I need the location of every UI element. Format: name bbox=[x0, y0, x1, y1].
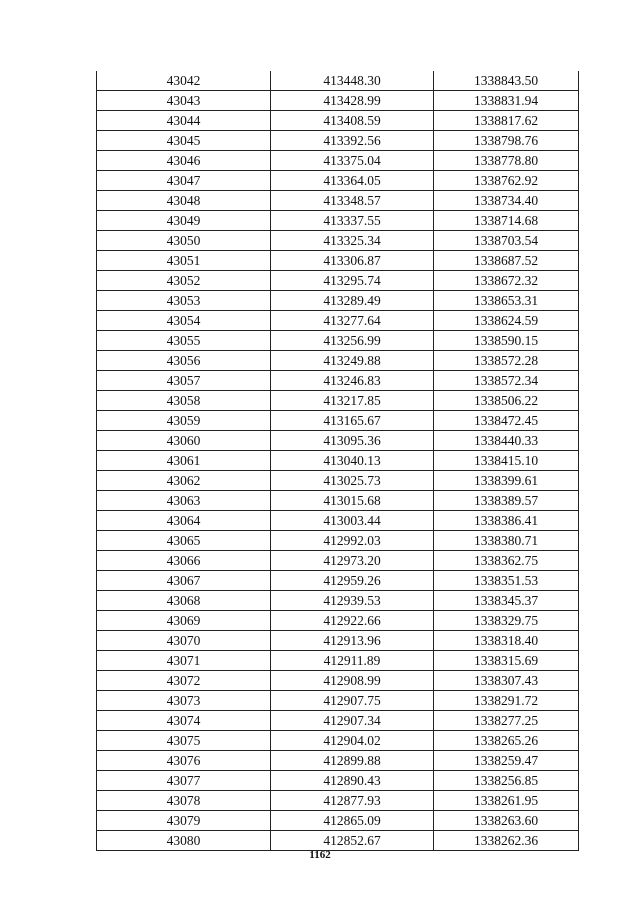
y-coordinate-cell: 1338817.62 bbox=[434, 111, 579, 131]
point-id-cell: 43062 bbox=[97, 471, 271, 491]
table-row bbox=[97, 511, 579, 531]
y-coordinate-cell: 1338315.69 bbox=[434, 651, 579, 671]
x-coordinate-cell: 413165.67 bbox=[271, 411, 434, 431]
point-id-cell: 43071 bbox=[97, 651, 271, 671]
y-coordinate-cell: 1338329.75 bbox=[434, 611, 579, 631]
x-coordinate-cell: 413364.05 bbox=[271, 171, 434, 191]
table-row bbox=[97, 771, 579, 791]
point-id-cell: 43068 bbox=[97, 591, 271, 611]
table-row bbox=[97, 611, 579, 631]
x-coordinate-cell: 412959.26 bbox=[271, 571, 434, 591]
x-coordinate-cell: 412907.75 bbox=[271, 691, 434, 711]
x-coordinate-cell: 412973.20 bbox=[271, 551, 434, 571]
x-coordinate-cell: 412877.93 bbox=[271, 791, 434, 811]
x-coordinate-cell: 412939.53 bbox=[271, 591, 434, 611]
point-id-cell: 43058 bbox=[97, 391, 271, 411]
point-id-cell: 43047 bbox=[97, 171, 271, 191]
x-coordinate-cell: 412911.89 bbox=[271, 651, 434, 671]
table-row bbox=[97, 251, 579, 271]
table-row bbox=[97, 91, 579, 111]
table-row bbox=[97, 791, 579, 811]
y-coordinate-cell: 1338734.40 bbox=[434, 191, 579, 211]
y-coordinate-cell: 1338762.92 bbox=[434, 171, 579, 191]
table-row bbox=[97, 151, 579, 171]
x-coordinate-cell: 412865.09 bbox=[271, 811, 434, 831]
y-coordinate-cell: 1338778.80 bbox=[434, 151, 579, 171]
y-coordinate-cell: 1338263.60 bbox=[434, 811, 579, 831]
x-coordinate-cell: 413289.49 bbox=[271, 291, 434, 311]
table-row bbox=[97, 631, 579, 651]
table-row bbox=[97, 671, 579, 691]
point-id-cell: 43054 bbox=[97, 311, 271, 331]
y-coordinate-cell: 1338307.43 bbox=[434, 671, 579, 691]
x-coordinate-cell: 412922.66 bbox=[271, 611, 434, 631]
x-coordinate-cell: 413040.13 bbox=[271, 451, 434, 471]
x-coordinate-cell: 413428.99 bbox=[271, 91, 434, 111]
point-id-cell: 43075 bbox=[97, 731, 271, 751]
table-row bbox=[97, 591, 579, 611]
y-coordinate-cell: 1338386.41 bbox=[434, 511, 579, 531]
y-coordinate-cell: 1338506.22 bbox=[434, 391, 579, 411]
point-id-cell: 43074 bbox=[97, 711, 271, 731]
point-id-cell: 43076 bbox=[97, 751, 271, 771]
point-id-cell: 43053 bbox=[97, 291, 271, 311]
point-id-cell: 43050 bbox=[97, 231, 271, 251]
y-coordinate-cell: 1338572.28 bbox=[434, 351, 579, 371]
table-row bbox=[97, 191, 579, 211]
table-row bbox=[97, 211, 579, 231]
point-id-cell: 43061 bbox=[97, 451, 271, 471]
table-row bbox=[97, 571, 579, 591]
y-coordinate-cell: 1338380.71 bbox=[434, 531, 579, 551]
point-id-cell: 43078 bbox=[97, 791, 271, 811]
point-id-cell: 43077 bbox=[97, 771, 271, 791]
y-coordinate-cell: 1338259.47 bbox=[434, 751, 579, 771]
y-coordinate-cell: 1338415.10 bbox=[434, 451, 579, 471]
x-coordinate-cell: 413306.87 bbox=[271, 251, 434, 271]
x-coordinate-cell: 412899.88 bbox=[271, 751, 434, 771]
table-row bbox=[97, 171, 579, 191]
y-coordinate-cell: 1338703.54 bbox=[434, 231, 579, 251]
x-coordinate-cell: 412907.34 bbox=[271, 711, 434, 731]
x-coordinate-cell: 412890.43 bbox=[271, 771, 434, 791]
coordinates-table-body bbox=[97, 71, 579, 851]
table-row bbox=[97, 751, 579, 771]
table-row bbox=[97, 111, 579, 131]
x-coordinate-cell: 413256.99 bbox=[271, 331, 434, 351]
y-coordinate-cell: 1338291.72 bbox=[434, 691, 579, 711]
table-row bbox=[97, 71, 579, 91]
x-coordinate-cell: 413295.74 bbox=[271, 271, 434, 291]
x-coordinate-cell: 413375.04 bbox=[271, 151, 434, 171]
x-coordinate-cell: 413003.44 bbox=[271, 511, 434, 531]
y-coordinate-cell: 1338399.61 bbox=[434, 471, 579, 491]
table-row bbox=[97, 491, 579, 511]
point-id-cell: 43073 bbox=[97, 691, 271, 711]
x-coordinate-cell: 412852.67 bbox=[271, 831, 434, 851]
point-id-cell: 43055 bbox=[97, 331, 271, 351]
y-coordinate-cell: 1338440.33 bbox=[434, 431, 579, 451]
table-row bbox=[97, 811, 579, 831]
y-coordinate-cell: 1338351.53 bbox=[434, 571, 579, 591]
y-coordinate-cell: 1338843.50 bbox=[434, 71, 579, 91]
y-coordinate-cell: 1338472.45 bbox=[434, 411, 579, 431]
x-coordinate-cell: 413217.85 bbox=[271, 391, 434, 411]
x-coordinate-cell: 413249.88 bbox=[271, 351, 434, 371]
x-coordinate-cell: 412908.99 bbox=[271, 671, 434, 691]
y-coordinate-cell: 1338831.94 bbox=[434, 91, 579, 111]
x-coordinate-cell: 413246.83 bbox=[271, 371, 434, 391]
table-row bbox=[97, 351, 579, 371]
y-coordinate-cell: 1338672.32 bbox=[434, 271, 579, 291]
point-id-cell: 43044 bbox=[97, 111, 271, 131]
table-row bbox=[97, 231, 579, 251]
y-coordinate-cell: 1338261.95 bbox=[434, 791, 579, 811]
y-coordinate-cell: 1338389.57 bbox=[434, 491, 579, 511]
table-row bbox=[97, 731, 579, 751]
table-row bbox=[97, 131, 579, 151]
point-id-cell: 43057 bbox=[97, 371, 271, 391]
y-coordinate-cell: 1338590.15 bbox=[434, 331, 579, 351]
x-coordinate-cell: 413095.36 bbox=[271, 431, 434, 451]
x-coordinate-cell: 413337.55 bbox=[271, 211, 434, 231]
x-coordinate-cell: 413025.73 bbox=[271, 471, 434, 491]
point-id-cell: 43043 bbox=[97, 91, 271, 111]
y-coordinate-cell: 1338653.31 bbox=[434, 291, 579, 311]
point-id-cell: 43059 bbox=[97, 411, 271, 431]
point-id-cell: 43063 bbox=[97, 491, 271, 511]
point-id-cell: 43080 bbox=[97, 831, 271, 851]
table-row bbox=[97, 331, 579, 351]
y-coordinate-cell: 1338318.40 bbox=[434, 631, 579, 651]
y-coordinate-cell: 1338714.68 bbox=[434, 211, 579, 231]
y-coordinate-cell: 1338265.26 bbox=[434, 731, 579, 751]
coordinates-table bbox=[96, 71, 579, 851]
table-row bbox=[97, 391, 579, 411]
point-id-cell: 43042 bbox=[97, 71, 271, 91]
table-row bbox=[97, 291, 579, 311]
x-coordinate-cell: 413325.34 bbox=[271, 231, 434, 251]
y-coordinate-cell: 1338262.36 bbox=[434, 831, 579, 851]
point-id-cell: 43079 bbox=[97, 811, 271, 831]
point-id-cell: 43072 bbox=[97, 671, 271, 691]
y-coordinate-cell: 1338687.52 bbox=[434, 251, 579, 271]
y-coordinate-cell: 1338798.76 bbox=[434, 131, 579, 151]
x-coordinate-cell: 412913.96 bbox=[271, 631, 434, 651]
y-coordinate-cell: 1338256.85 bbox=[434, 771, 579, 791]
point-id-cell: 43066 bbox=[97, 551, 271, 571]
table-row bbox=[97, 831, 579, 851]
point-id-cell: 43060 bbox=[97, 431, 271, 451]
point-id-cell: 43049 bbox=[97, 211, 271, 231]
table-row bbox=[97, 691, 579, 711]
point-id-cell: 43065 bbox=[97, 531, 271, 551]
point-id-cell: 43067 bbox=[97, 571, 271, 591]
table-row bbox=[97, 651, 579, 671]
point-id-cell: 43070 bbox=[97, 631, 271, 651]
x-coordinate-cell: 413277.64 bbox=[271, 311, 434, 331]
table-row bbox=[97, 451, 579, 471]
y-coordinate-cell: 1338624.59 bbox=[434, 311, 579, 331]
x-coordinate-cell: 413348.57 bbox=[271, 191, 434, 211]
table-row bbox=[97, 711, 579, 731]
table-row bbox=[97, 371, 579, 391]
y-coordinate-cell: 1338345.37 bbox=[434, 591, 579, 611]
point-id-cell: 43046 bbox=[97, 151, 271, 171]
x-coordinate-cell: 412904.02 bbox=[271, 731, 434, 751]
y-coordinate-cell: 1338362.75 bbox=[434, 551, 579, 571]
x-coordinate-cell: 413015.68 bbox=[271, 491, 434, 511]
table-row bbox=[97, 471, 579, 491]
page-number: 1162 bbox=[309, 849, 331, 861]
point-id-cell: 43051 bbox=[97, 251, 271, 271]
point-id-cell: 43052 bbox=[97, 271, 271, 291]
table-row bbox=[97, 411, 579, 431]
point-id-cell: 43064 bbox=[97, 511, 271, 531]
y-coordinate-cell: 1338572.34 bbox=[434, 371, 579, 391]
point-id-cell: 43056 bbox=[97, 351, 271, 371]
point-id-cell: 43069 bbox=[97, 611, 271, 631]
y-coordinate-cell: 1338277.25 bbox=[434, 711, 579, 731]
point-id-cell: 43045 bbox=[97, 131, 271, 151]
table-row bbox=[97, 531, 579, 551]
x-coordinate-cell: 413408.59 bbox=[271, 111, 434, 131]
table-row bbox=[97, 551, 579, 571]
point-id-cell: 43048 bbox=[97, 191, 271, 211]
table-row bbox=[97, 311, 579, 331]
x-coordinate-cell: 412992.03 bbox=[271, 531, 434, 551]
x-coordinate-cell: 413392.56 bbox=[271, 131, 434, 151]
table-row bbox=[97, 431, 579, 451]
table-row bbox=[97, 271, 579, 291]
x-coordinate-cell: 413448.30 bbox=[271, 71, 434, 91]
